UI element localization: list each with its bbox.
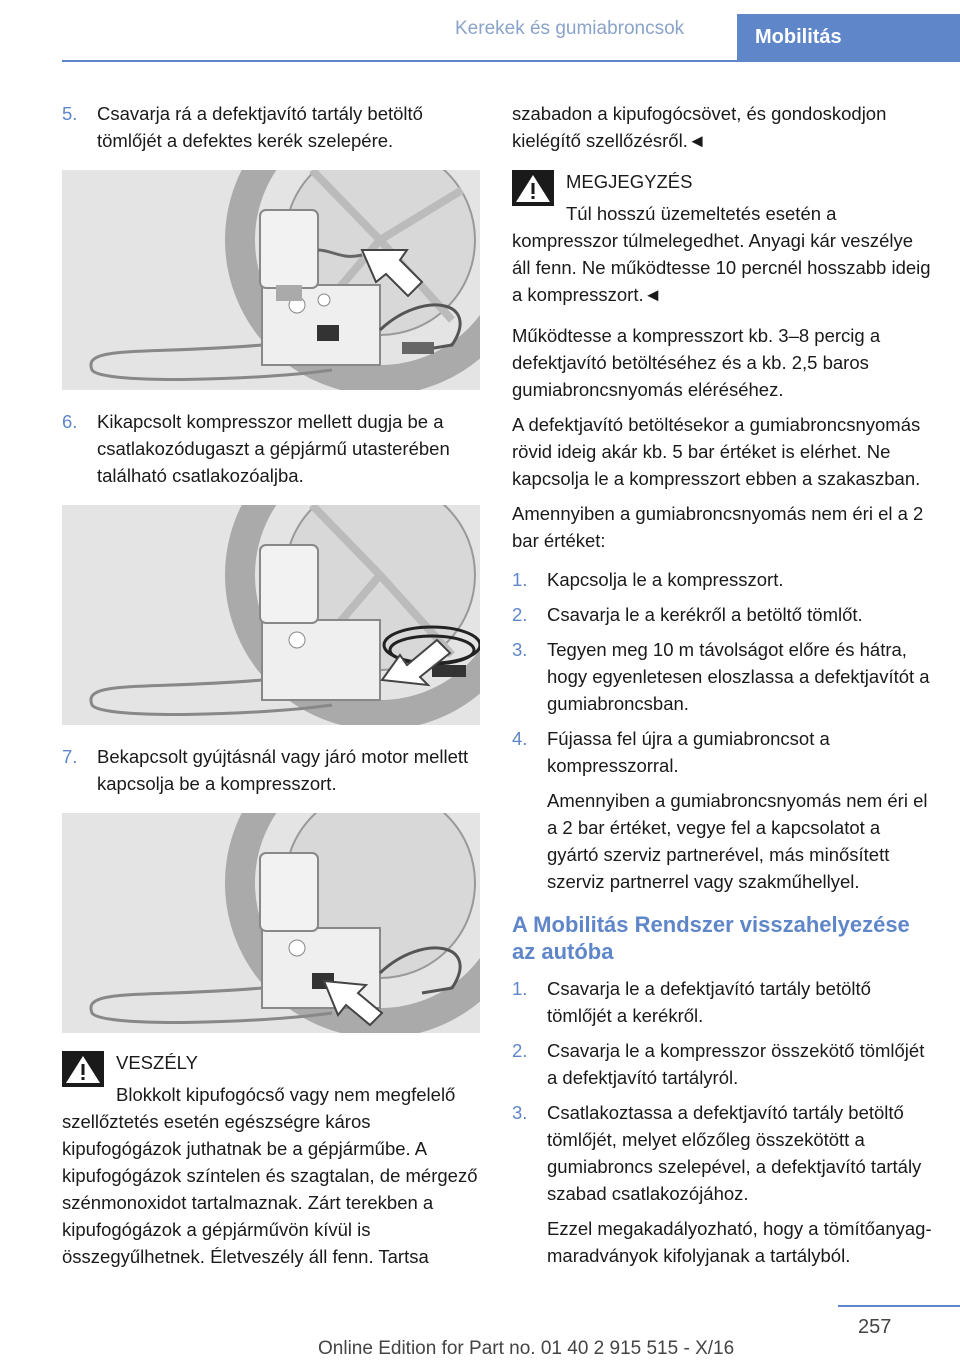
list-item-note [512, 787, 932, 895]
header-rule [62, 60, 960, 62]
step-7 [62, 743, 480, 797]
list-number: 1. [512, 569, 528, 590]
danger-text: Blokkolt kipufogócső vagy nem megfelelő szellőztetés esetén egészségre káros kipufogógázok juthatnak be a gépjárműbe. A kipufogógázok színtelen és szagtalan, de mérgező szénmonoxidot tartalmaznak. Zárt terekben a kipufogógázok a gépjárművön kívül is összegyűlhetnek. Életveszély áll fenn. Tartsa [62, 1084, 478, 1267]
left-column [62, 100, 480, 1270]
list-text: Fújassa fel újra a gumiabroncsot a kompresszorral. [547, 728, 830, 776]
section-title: Kerekek és gumiabroncsok [455, 18, 685, 39]
step-6 [62, 408, 480, 489]
list-item [512, 601, 932, 628]
list-item [512, 725, 932, 779]
list-text: Csavarja le a kompresszor összekötő tömlőjét a defektjavító tartályról. [547, 1040, 925, 1088]
note-warning [512, 168, 932, 308]
step-5 [62, 100, 480, 154]
list-text: Csavarja le a kerékről a betöltő tömlőt. [547, 604, 863, 625]
note-title: MEGJEGYZÉS [566, 171, 693, 192]
figure-plug-socket [62, 505, 480, 725]
list-number: 2. [512, 1040, 528, 1061]
warning-triangle-icon [512, 170, 554, 206]
list-text: Ezzel megakadályozható, hogy a tömítőanyag-maradványok kifolyjanak a tartályból. [547, 1218, 932, 1266]
list-text: Tegyen meg 10 m távolságot előre és hátra, hogy egyenletesen eloszlassa a defektjavítót a gumiabroncsban. [547, 639, 930, 714]
footer-rule [838, 1305, 960, 1307]
step-text: Kikapcsolt kompresszor mellett dugja be a csatlakozódugaszt a gépjármű utasterében található csatlakozóaljba. [97, 411, 450, 486]
right-column [512, 100, 932, 1269]
step-number: 7. [62, 746, 78, 767]
danger-title: VESZÉLY [116, 1052, 198, 1073]
paragraph: Amennyiben a gumiabroncsnyomás nem éri el a 2 bar értéket: [512, 503, 924, 551]
list-item-note [512, 1215, 932, 1269]
chapter-tab: Mobilitás [737, 14, 960, 60]
paragraph: Működtesse a kompresszort kb. 3–8 percig a defektjavító betöltéséhez és a kb. 2,5 baros gumiabroncsnyomás eléréséhez. [512, 325, 881, 400]
list-number: 4. [512, 728, 528, 749]
list-restore [512, 975, 932, 1269]
list-number: 1. [512, 978, 528, 999]
warning-triangle-icon [62, 1051, 104, 1087]
list-text: Amennyiben a gumiabroncsnyomás nem éri el a 2 bar értéket, vegye fel a kapcsolatot a gyártó szerviz partnerével, más minősített szerviz partnerrel vagy szakműhellyel. [547, 790, 928, 892]
list-item [512, 1037, 932, 1091]
figure-compressor-switch [62, 813, 480, 1033]
page-header [0, 0, 960, 62]
page-number: 257 [858, 1316, 892, 1338]
danger-text-continued: szabadon a kipufogócsövet, és gondoskodjon kielégítő szellőzésről.◄ [512, 103, 887, 151]
list-text: Csatlakoztassa a defektjavító tartály betöltő tömlőjét, melyet előzőleg összekötött a gumiabroncs szelepével, a defektjavító tartály szabad csatlakozójához. [547, 1102, 922, 1204]
figure-hose-valve [62, 170, 480, 390]
list-item [512, 636, 932, 717]
list-number: 3. [512, 639, 528, 660]
step-number: 5. [62, 103, 78, 124]
list-number: 3. [512, 1102, 528, 1123]
list-item [512, 1099, 932, 1207]
step-text: Bekapcsolt gyújtásnál vagy járó motor mellett kapcsolja be a kompresszort. [97, 746, 469, 794]
danger-warning [62, 1049, 480, 1270]
list-low-pressure [512, 566, 932, 895]
step-number: 6. [62, 411, 78, 432]
list-number: 2. [512, 604, 528, 625]
step-text: Csavarja rá a defektjavító tartály betöltő tömlőjét a defektes kerék szelepére. [97, 103, 423, 151]
list-text: Csavarja le a defektjavító tartály betöltő tömlőjét a kerékről. [547, 978, 871, 1026]
paragraph: A defektjavító betöltésekor a gumiabroncsnyomás rövid ideig akár kb. 5 bar értéket is elérhet. Ne kapcsolja le a kompresszort ebben a szakaszban. [512, 414, 921, 489]
section-heading: A Mobilitás Rendszer visszahelyezése az autóba [512, 912, 910, 964]
list-item [512, 975, 932, 1029]
note-text: Túl hosszú üzemeltetés esetén a kompresszor túlmelegedhet. Anyagi kár veszélye áll fenn. Ne működtesse 10 percnél hosszabb ideig a kompresszort.◄ [512, 203, 931, 305]
list-item [512, 566, 932, 593]
list-text: Kapcsolja le a kompresszort. [547, 569, 784, 590]
edition-footer: Online Edition for Part no. 01 40 2 915 515 - X/16 [318, 1338, 735, 1359]
